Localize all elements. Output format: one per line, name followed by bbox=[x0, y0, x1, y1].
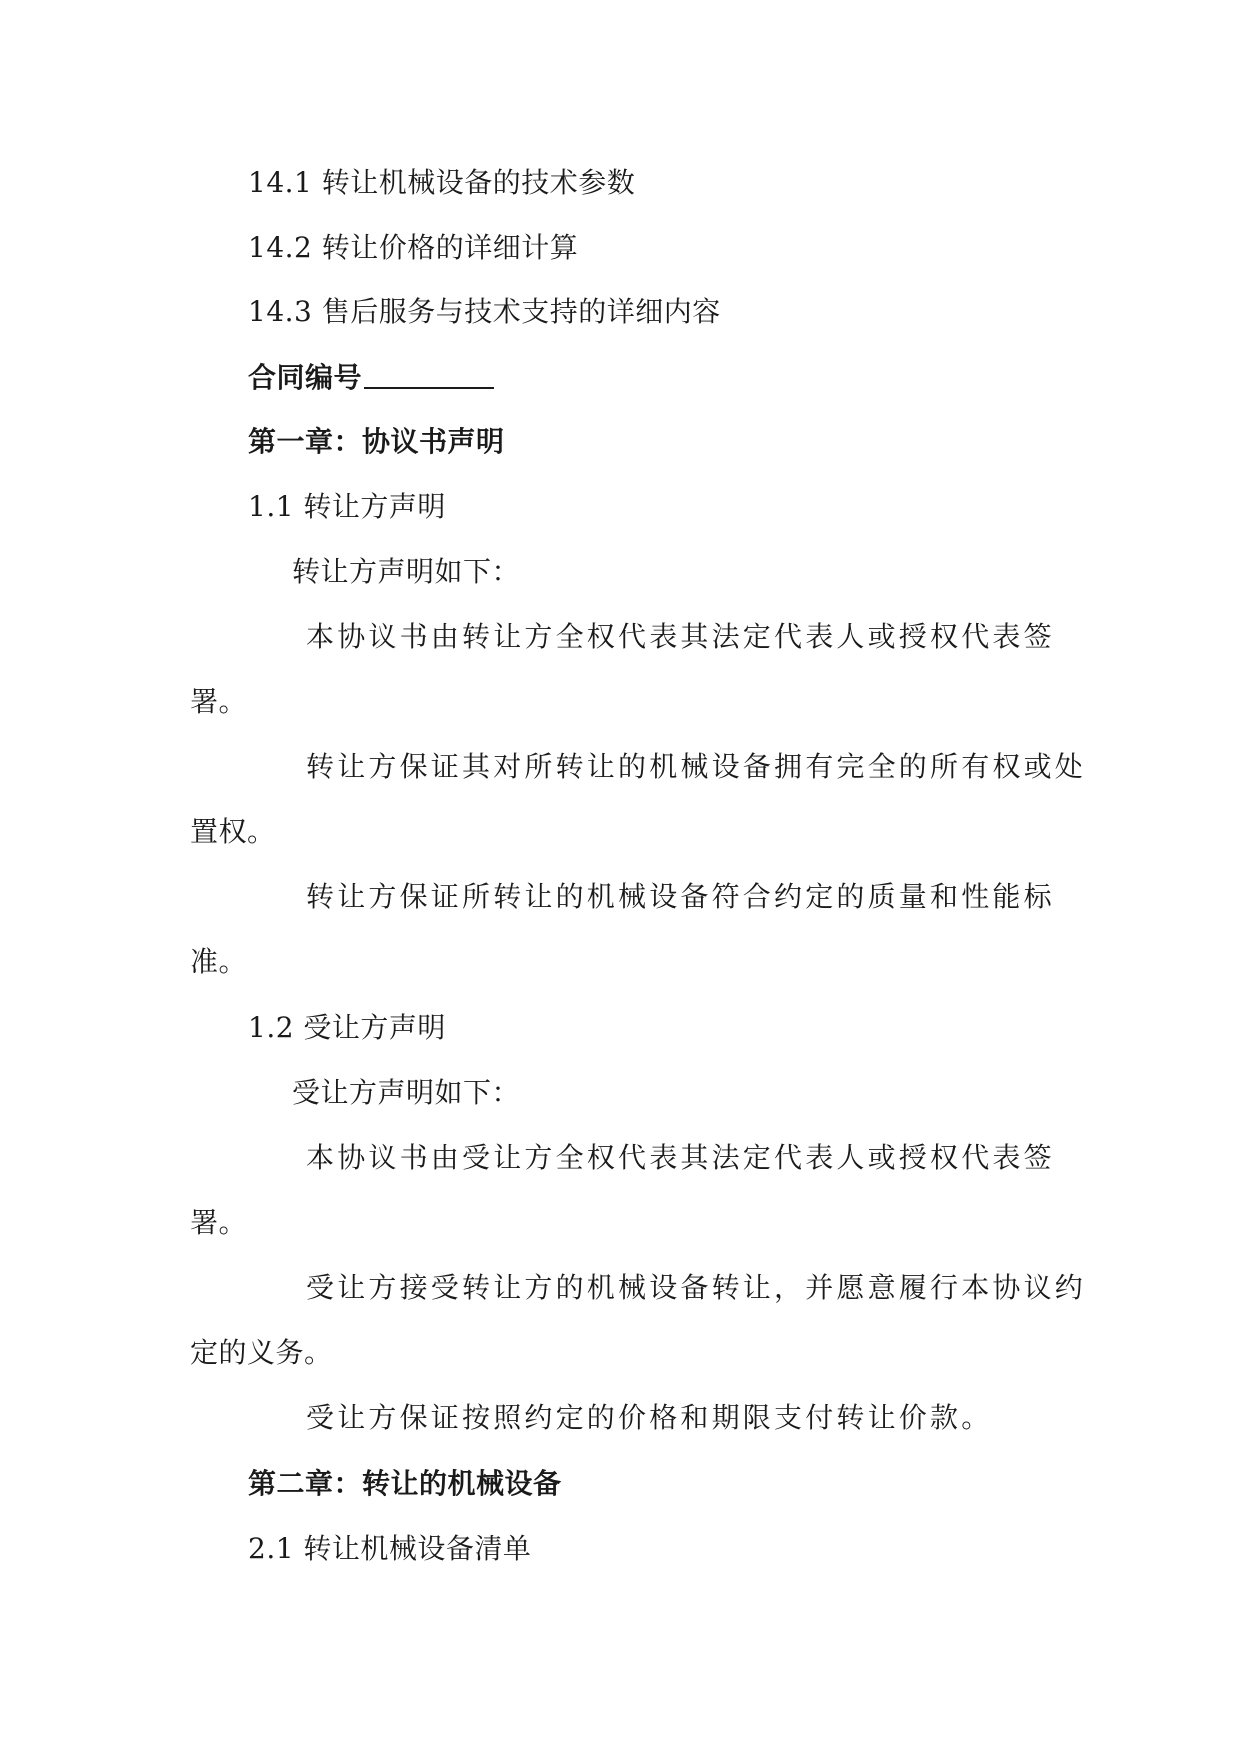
section-1-1-p1-line2: 署。 bbox=[190, 685, 248, 718]
section-1-2-p1-line2: 署。 bbox=[190, 1206, 248, 1239]
section-1-1-intro: 转让方声明如下： bbox=[292, 555, 521, 588]
section-1-1-p2-line1: 转让方保证其对所转让的机械设备拥有完全的所有权或处 bbox=[306, 750, 1087, 783]
section-1-2-p3-line1: 受让方保证按照约定的价格和期限支付转让价款。 bbox=[306, 1401, 993, 1434]
section-1-1-p2-line2: 置权。 bbox=[190, 815, 276, 848]
section-1-1-heading: 1.1 转让方声明 bbox=[248, 490, 446, 523]
appendix-item-14-3: 14.3 售后服务与技术支持的详细内容 bbox=[248, 295, 721, 328]
contract-number-blank bbox=[364, 357, 494, 389]
section-1-1-p3-line1: 转让方保证所转让的机械设备符合约定的质量和性能标 bbox=[306, 880, 1055, 913]
contract-number-label: 合同编号 bbox=[248, 361, 363, 394]
chapter-1-title: 第一章：协议书声明 bbox=[248, 425, 505, 458]
section-1-2-p2-line2: 定的义务。 bbox=[190, 1336, 333, 1369]
section-1-1-p3-line2: 准。 bbox=[190, 945, 248, 978]
section-1-2-heading: 1.2 受让方声明 bbox=[248, 1011, 446, 1044]
section-1-2-p2-line1: 受让方接受转让方的机械设备转让，并愿意履行本协议约 bbox=[306, 1271, 1087, 1304]
appendix-item-14-1: 14.1 转让机械设备的技术参数 bbox=[248, 166, 636, 199]
section-2-1-heading: 2.1 转让机械设备清单 bbox=[248, 1532, 532, 1565]
contract-number bbox=[248, 357, 494, 398]
section-1-2-p1-line1: 本协议书由受让方全权代表其法定代表人或授权代表签 bbox=[306, 1141, 1055, 1174]
section-1-2-intro: 受让方声明如下： bbox=[292, 1076, 521, 1109]
appendix-item-14-2: 14.2 转让价格的详细计算 bbox=[248, 231, 579, 264]
chapter-2-title: 第二章：转让的机械设备 bbox=[248, 1467, 562, 1500]
section-1-1-p1-line1: 本协议书由转让方全权代表其法定代表人或授权代表签 bbox=[306, 620, 1055, 653]
